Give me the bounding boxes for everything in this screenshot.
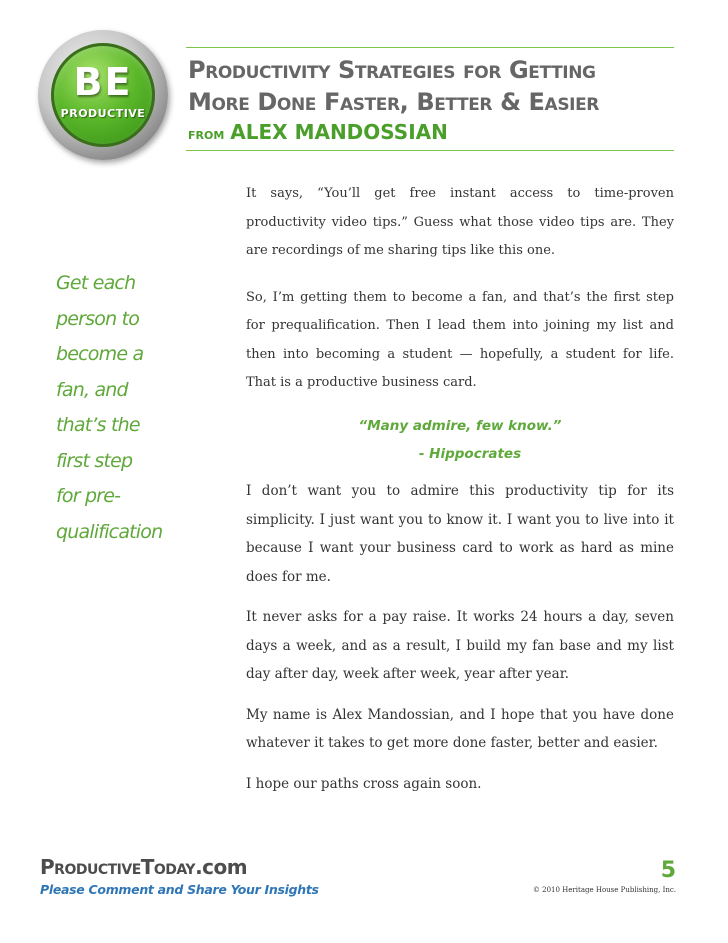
byline bbox=[188, 120, 448, 144]
brand-part-productive: Productive bbox=[40, 855, 141, 879]
body-paragraph: My name is Alex Mandossian, and I hope that you have done whatever it takes to get more done faster, better and easier. bbox=[246, 706, 674, 751]
copyright-notice: © 2010 Heritage House Publishing, Inc. bbox=[532, 886, 676, 894]
pullquote-line: person to bbox=[56, 307, 140, 330]
logo-sub-text: PRODUCTIVE bbox=[60, 107, 146, 120]
quote-text: “Many admire, few know.” bbox=[358, 418, 562, 434]
body-column-top bbox=[246, 180, 674, 416]
pullquote-line: that’s the bbox=[56, 414, 140, 436]
byline-author: ALEX MANDOSSIAN bbox=[230, 120, 448, 144]
body-paragraph: I hope our paths cross again soon. bbox=[246, 775, 482, 792]
byline-from: from bbox=[188, 125, 225, 143]
quote-attribution: - Hippocrates bbox=[418, 446, 522, 462]
brand-part-domain: .com bbox=[195, 855, 248, 879]
be-productive-logo bbox=[38, 30, 168, 160]
header-top-rule bbox=[186, 47, 674, 48]
pullquote-line: Get each bbox=[56, 272, 136, 294]
sidebar-pullquote bbox=[56, 266, 216, 550]
brand-part-today: Today bbox=[140, 855, 196, 879]
pullquote-line: qualification bbox=[56, 520, 163, 543]
body-paragraph: So, I’m getting them to become a fan, and that’s the first step for prequalification. Then I lead them into joining my list and then into becoming a student — hopefully, a student for life. That is a productive business card. bbox=[246, 289, 674, 390]
body-paragraph: It never asks for a pay raise. It works 24 hours a day, seven days a week, and as a result, I build my fan base and my list day after day, week after week, year after year. bbox=[246, 609, 674, 682]
body-paragraph: It says, “You’ll get free instant access to time-proven productivity video tips.” Guess what those video tips are. They are recordings of me sharing tips like this one. bbox=[246, 186, 674, 258]
pullquote-line: fan, and bbox=[56, 378, 128, 401]
title-line-2: More Done Faster, Better & Easier bbox=[188, 88, 599, 116]
page-number: 5 bbox=[660, 858, 676, 883]
body-paragraph: I don’t want you to admire this productivity tip for its simplicity. I just want you to know it. I want you to live into it because I want your business card to work as hard as mine does for me. bbox=[246, 483, 674, 585]
pullquote-line: for pre- bbox=[56, 485, 121, 507]
pullquote-line: first step bbox=[56, 449, 133, 472]
logo-main-text: BE bbox=[73, 60, 133, 104]
header-bottom-rule bbox=[186, 150, 674, 151]
pullquote-line: become a bbox=[56, 343, 144, 365]
title-line-1: Productivity Strategies for Getting bbox=[188, 56, 596, 84]
body-column-bottom bbox=[246, 477, 674, 810]
footer-tagline[interactable]: Please Comment and Share Your Insights bbox=[40, 882, 319, 897]
page-title bbox=[188, 54, 688, 118]
footer-brand-link[interactable] bbox=[40, 855, 247, 879]
logo-badge bbox=[51, 43, 155, 147]
featured-quote bbox=[246, 412, 674, 468]
